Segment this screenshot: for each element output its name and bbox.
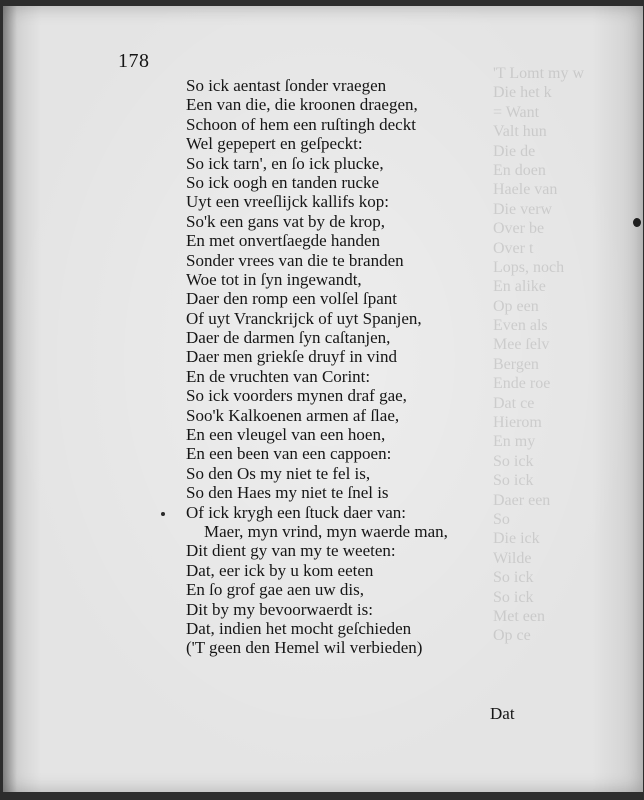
bleed-through-line: So ick — [493, 452, 534, 470]
poem-text — [186, 76, 486, 658]
bleed-through-line: So ick — [493, 472, 534, 490]
bleed-through-line: Die de — [493, 142, 536, 160]
bleed-through-line: Met een — [493, 607, 545, 625]
poem-line: Een van die, die kroonen draegen, — [186, 95, 418, 115]
bleed-through-line: Die het k — [493, 84, 552, 102]
poem-line: So ick tarn', en ſo ick plucke, — [186, 153, 384, 173]
bleed-through-line: Valt hun — [493, 123, 547, 141]
bleed-through-line: Over be — [493, 220, 545, 238]
poem-line: Daer den romp een volſel ſpant — [186, 289, 398, 309]
poem-line: Dat, eer ick by u kom eeten — [186, 560, 374, 580]
binding-hole — [633, 218, 641, 227]
poem-line: Schoon of hem een ruſtingh deckt — [186, 114, 416, 134]
poem-line: Dit by my bevoorwaerdt is: — [186, 599, 373, 619]
poem-line: So ick aentast ſonder vraegen — [186, 76, 387, 95]
bleed-through-line: Die verw — [493, 200, 553, 218]
poem-line: Daer de darmen ſyn caſtanjen, — [186, 328, 391, 348]
poem-line: Maer, myn vrind, myn waerde man, — [204, 521, 448, 541]
poem-line: En met onvertſaegde handen — [186, 231, 381, 251]
poem-line: So ick voorders mynen draf gae, — [186, 386, 407, 406]
poem-line: Woe tot in ſyn ingewandt, — [186, 269, 362, 289]
catchword: Dat — [490, 704, 515, 723]
poem-line: Of uyt Vranckrijck of uyt Spanjen, — [186, 308, 422, 328]
bleed-through-line: = Want — [493, 103, 540, 121]
bleed-through-text — [493, 64, 643, 646]
poem-line: En ſo grof gae aen uw dis, — [186, 580, 364, 600]
bleed-through-line: So ick — [493, 569, 534, 587]
poem-line: So'k een gans vat by de krop, — [186, 211, 385, 231]
poem-line: En een been van een cappoen: — [186, 444, 392, 464]
bleed-through-line: Mee ſelv — [493, 336, 550, 354]
bleed-through-line: 'T Lomt my w — [493, 65, 585, 82]
poem-line: En de vruchten van Corint: — [186, 366, 371, 386]
poem-line: ('T geen den Hemel wil verbieden) — [186, 638, 423, 658]
bleed-through-line: Bergen — [493, 355, 539, 373]
bleed-through-line: Wilde — [493, 549, 532, 567]
bleed-through-line: Op een — [493, 297, 539, 315]
ink-mark — [161, 512, 165, 516]
poem-line: Wel gepepert en geſpeckt: — [186, 134, 363, 154]
bleed-through-line: Dat ce — [493, 394, 535, 412]
poem-line: So ick oogh en tanden rucke — [186, 172, 380, 192]
page-number: 178 — [118, 50, 150, 72]
poem-line: So den Haes my niet te ſnel is — [186, 483, 389, 503]
poem-line: Sonder vrees van die te branden — [186, 250, 404, 270]
bleed-through-line: Ende roe — [493, 375, 551, 393]
gutter-shadow — [3, 6, 17, 792]
poem-line: Dat, indien het mocht geſchieden — [186, 618, 412, 638]
bleed-through-line: Hierom — [493, 414, 542, 432]
poem-line: Of ick krygh een ſtuck daer van: — [186, 502, 406, 522]
bleed-through-line: Haele van — [493, 181, 558, 199]
poem-line: Soo'k Kalkoenen armen af ſlae, — [186, 405, 400, 425]
bleed-through-line: So ick — [493, 588, 534, 606]
poem-line: Dit dient gy van my te weeten: — [186, 541, 396, 561]
bleed-through-line: En alike — [493, 278, 546, 296]
bleed-through-line: So — [493, 510, 510, 528]
bleed-through-line: Over t — [493, 239, 534, 257]
poem-line: En een vleugel van een hoen, — [186, 425, 386, 445]
bleed-through-line: En doen — [493, 161, 546, 179]
poem-line: So den Os my niet te fel is, — [186, 463, 371, 483]
bleed-through-line: Daer een — [493, 491, 551, 509]
bleed-through-line: Even als — [493, 317, 548, 335]
bleed-through-line: Op ce — [493, 627, 531, 645]
bleed-through-line: En my — [493, 433, 536, 451]
bleed-through-line: Lops, noch — [493, 258, 565, 276]
bleed-through-line: Die ick — [493, 530, 540, 548]
poem-line: Uyt een vreeſlijck kallifs kop: — [186, 192, 389, 212]
poem-line: Daer men griekſe druyf in vind — [186, 347, 398, 367]
